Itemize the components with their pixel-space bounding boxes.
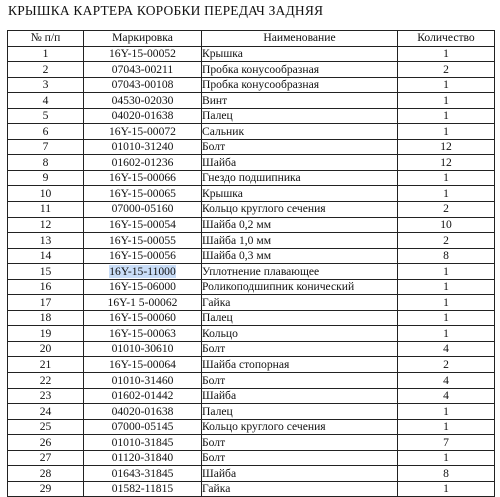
table-row bbox=[8, 62, 495, 78]
part-quantity: 7 bbox=[398, 435, 495, 451]
part-name: Шайба стопорная bbox=[202, 357, 398, 373]
part-name: Винт bbox=[202, 93, 398, 109]
part-marking: 16Y-15-06000 bbox=[84, 279, 202, 295]
part-quantity: 1 bbox=[398, 46, 495, 62]
part-marking: 07043-00108 bbox=[84, 77, 202, 93]
part-quantity: 1 bbox=[398, 295, 495, 311]
row-number: 1 bbox=[8, 46, 84, 62]
part-marking: 16Y-15-00055 bbox=[84, 233, 202, 249]
row-number: 23 bbox=[8, 388, 84, 404]
part-marking: 01602-01442 bbox=[84, 388, 202, 404]
part-quantity: 1 bbox=[398, 279, 495, 295]
table-row bbox=[8, 124, 495, 140]
part-name: Болт bbox=[202, 435, 398, 451]
part-marking: 04530-02030 bbox=[84, 93, 202, 109]
part-quantity: 12 bbox=[398, 139, 495, 155]
table-row bbox=[8, 248, 495, 264]
part-name: Шайба bbox=[202, 466, 398, 482]
part-marking: 16Y-15-00060 bbox=[84, 310, 202, 326]
part-name: Гайка bbox=[202, 295, 398, 311]
row-number: 8 bbox=[8, 155, 84, 171]
part-quantity: 8 bbox=[398, 248, 495, 264]
part-name: Пробка конусообразная bbox=[202, 77, 398, 93]
column-header-quantity: Количество bbox=[398, 31, 495, 47]
part-quantity: 1 bbox=[398, 186, 495, 202]
part-marking: 01643-31845 bbox=[84, 466, 202, 482]
row-number: 7 bbox=[8, 139, 84, 155]
part-name: Уплотнение плавающее bbox=[202, 264, 398, 280]
part-marking: 01010-31845 bbox=[84, 435, 202, 451]
part-marking: 01602-01236 bbox=[84, 155, 202, 171]
row-number: 12 bbox=[8, 217, 84, 233]
row-number: 16 bbox=[8, 279, 84, 295]
part-name: Пробка конусообразная bbox=[202, 62, 398, 78]
row-number: 4 bbox=[8, 93, 84, 109]
part-name: Крышка bbox=[202, 46, 398, 62]
table-row bbox=[8, 310, 495, 326]
table-header-row bbox=[8, 31, 495, 47]
table-row bbox=[8, 388, 495, 404]
table-row bbox=[8, 404, 495, 420]
part-marking: 07043-00211 bbox=[84, 62, 202, 78]
part-marking bbox=[84, 264, 202, 280]
part-marking: 01010-30610 bbox=[84, 341, 202, 357]
part-marking: 16Y-15-00054 bbox=[84, 217, 202, 233]
row-number: 6 bbox=[8, 124, 84, 140]
column-header-number: № п/п bbox=[8, 31, 84, 47]
part-name: Болт bbox=[202, 450, 398, 466]
part-name: Крышка bbox=[202, 186, 398, 202]
part-quantity: 1 bbox=[398, 124, 495, 140]
part-quantity: 2 bbox=[398, 202, 495, 218]
column-header-name: Наименование bbox=[202, 31, 398, 47]
row-number: 2 bbox=[8, 62, 84, 78]
part-name: Болт bbox=[202, 341, 398, 357]
table-row bbox=[8, 435, 495, 451]
row-number: 3 bbox=[8, 77, 84, 93]
part-name: Шайба bbox=[202, 388, 398, 404]
row-number: 15 bbox=[8, 264, 84, 280]
row-number: 24 bbox=[8, 404, 84, 420]
part-marking: 16Y-15-00066 bbox=[84, 170, 202, 186]
part-name: Болт bbox=[202, 139, 398, 155]
part-name: Кольцо круглого сечения bbox=[202, 202, 398, 218]
table-row bbox=[8, 170, 495, 186]
row-number: 17 bbox=[8, 295, 84, 311]
part-marking: 16Y-1 5-00062 bbox=[84, 295, 202, 311]
row-number: 14 bbox=[8, 248, 84, 264]
table-row bbox=[8, 373, 495, 389]
part-name: Кольцо круглого сечения bbox=[202, 419, 398, 435]
row-number: 5 bbox=[8, 108, 84, 124]
part-marking: 16Y-15-00065 bbox=[84, 186, 202, 202]
part-quantity: 1 bbox=[398, 419, 495, 435]
part-marking: 16Y-15-00063 bbox=[84, 326, 202, 342]
part-quantity: 1 bbox=[398, 108, 495, 124]
part-quantity: 1 bbox=[398, 481, 495, 497]
part-quantity: 1 bbox=[398, 264, 495, 280]
part-name: Сальник bbox=[202, 124, 398, 140]
table-row bbox=[8, 326, 495, 342]
part-quantity: 1 bbox=[398, 450, 495, 466]
part-quantity: 12 bbox=[398, 155, 495, 171]
part-quantity: 4 bbox=[398, 388, 495, 404]
table-row bbox=[8, 139, 495, 155]
part-marking: 01010-31240 bbox=[84, 139, 202, 155]
document-title: КРЫШКА КАРТЕРА КОРОБКИ ПЕРЕДАЧ ЗАДНЯЯ bbox=[8, 3, 324, 18]
table-row bbox=[8, 279, 495, 295]
part-quantity: 10 bbox=[398, 217, 495, 233]
table-row bbox=[8, 450, 495, 466]
row-number: 27 bbox=[8, 450, 84, 466]
parts-table bbox=[7, 30, 495, 497]
row-number: 20 bbox=[8, 341, 84, 357]
part-marking: 16Y-15-00052 bbox=[84, 46, 202, 62]
table-row bbox=[8, 466, 495, 482]
row-number: 9 bbox=[8, 170, 84, 186]
part-name: Палец bbox=[202, 108, 398, 124]
row-number: 13 bbox=[8, 233, 84, 249]
table-row bbox=[8, 108, 495, 124]
part-marking: 04020-01638 bbox=[84, 404, 202, 420]
table-row bbox=[8, 217, 495, 233]
part-name: Палец bbox=[202, 310, 398, 326]
part-name: Гайка bbox=[202, 481, 398, 497]
part-name: Шайба bbox=[202, 155, 398, 171]
table-row bbox=[8, 202, 495, 218]
selected-text-highlight[interactable]: 16Y-15-11000 bbox=[109, 264, 176, 278]
part-marking: 16Y-15-00072 bbox=[84, 124, 202, 140]
part-quantity: 1 bbox=[398, 77, 495, 93]
part-marking: 07000-05160 bbox=[84, 202, 202, 218]
part-name: Роликоподшипник конический bbox=[202, 279, 398, 295]
part-marking: 01010-31460 bbox=[84, 373, 202, 389]
row-number: 11 bbox=[8, 202, 84, 218]
row-number: 10 bbox=[8, 186, 84, 202]
part-name: Шайба 0,2 мм bbox=[202, 217, 398, 233]
table-row bbox=[8, 186, 495, 202]
row-number: 19 bbox=[8, 326, 84, 342]
row-number: 18 bbox=[8, 310, 84, 326]
part-quantity: 8 bbox=[398, 466, 495, 482]
part-quantity: 2 bbox=[398, 233, 495, 249]
part-quantity: 1 bbox=[398, 310, 495, 326]
column-header-marking: Маркировка bbox=[84, 31, 202, 47]
row-number: 21 bbox=[8, 357, 84, 373]
table-row bbox=[8, 155, 495, 171]
part-marking: 16Y-15-00056 bbox=[84, 248, 202, 264]
table-body bbox=[8, 46, 495, 497]
part-quantity: 1 bbox=[398, 93, 495, 109]
table-row bbox=[8, 264, 495, 280]
part-name: Кольцо bbox=[202, 326, 398, 342]
part-quantity: 2 bbox=[398, 357, 495, 373]
row-number: 26 bbox=[8, 435, 84, 451]
part-quantity: 1 bbox=[398, 326, 495, 342]
part-marking: 01120-31840 bbox=[84, 450, 202, 466]
table-row bbox=[8, 341, 495, 357]
part-name: Шайба 0,3 мм bbox=[202, 248, 398, 264]
part-marking: 07000-05145 bbox=[84, 419, 202, 435]
table-row bbox=[8, 46, 495, 62]
row-number: 22 bbox=[8, 373, 84, 389]
table-row bbox=[8, 233, 495, 249]
part-quantity: 4 bbox=[398, 373, 495, 389]
table-row bbox=[8, 357, 495, 373]
table-row bbox=[8, 481, 495, 497]
part-quantity: 1 bbox=[398, 170, 495, 186]
part-marking: 04020-01638 bbox=[84, 108, 202, 124]
row-number: 25 bbox=[8, 419, 84, 435]
part-marking: 16Y-15-00064 bbox=[84, 357, 202, 373]
row-number: 28 bbox=[8, 466, 84, 482]
part-quantity: 1 bbox=[398, 404, 495, 420]
table-row bbox=[8, 419, 495, 435]
table-row bbox=[8, 295, 495, 311]
table-row bbox=[8, 93, 495, 109]
part-name: Гнездо подшипника bbox=[202, 170, 398, 186]
part-marking: 01582-11815 bbox=[84, 481, 202, 497]
table-row bbox=[8, 77, 495, 93]
row-number: 29 bbox=[8, 481, 84, 497]
part-name: Палец bbox=[202, 404, 398, 420]
part-quantity: 2 bbox=[398, 62, 495, 78]
part-quantity: 4 bbox=[398, 341, 495, 357]
part-name: Болт bbox=[202, 373, 398, 389]
part-name: Шайба 1,0 мм bbox=[202, 233, 398, 249]
